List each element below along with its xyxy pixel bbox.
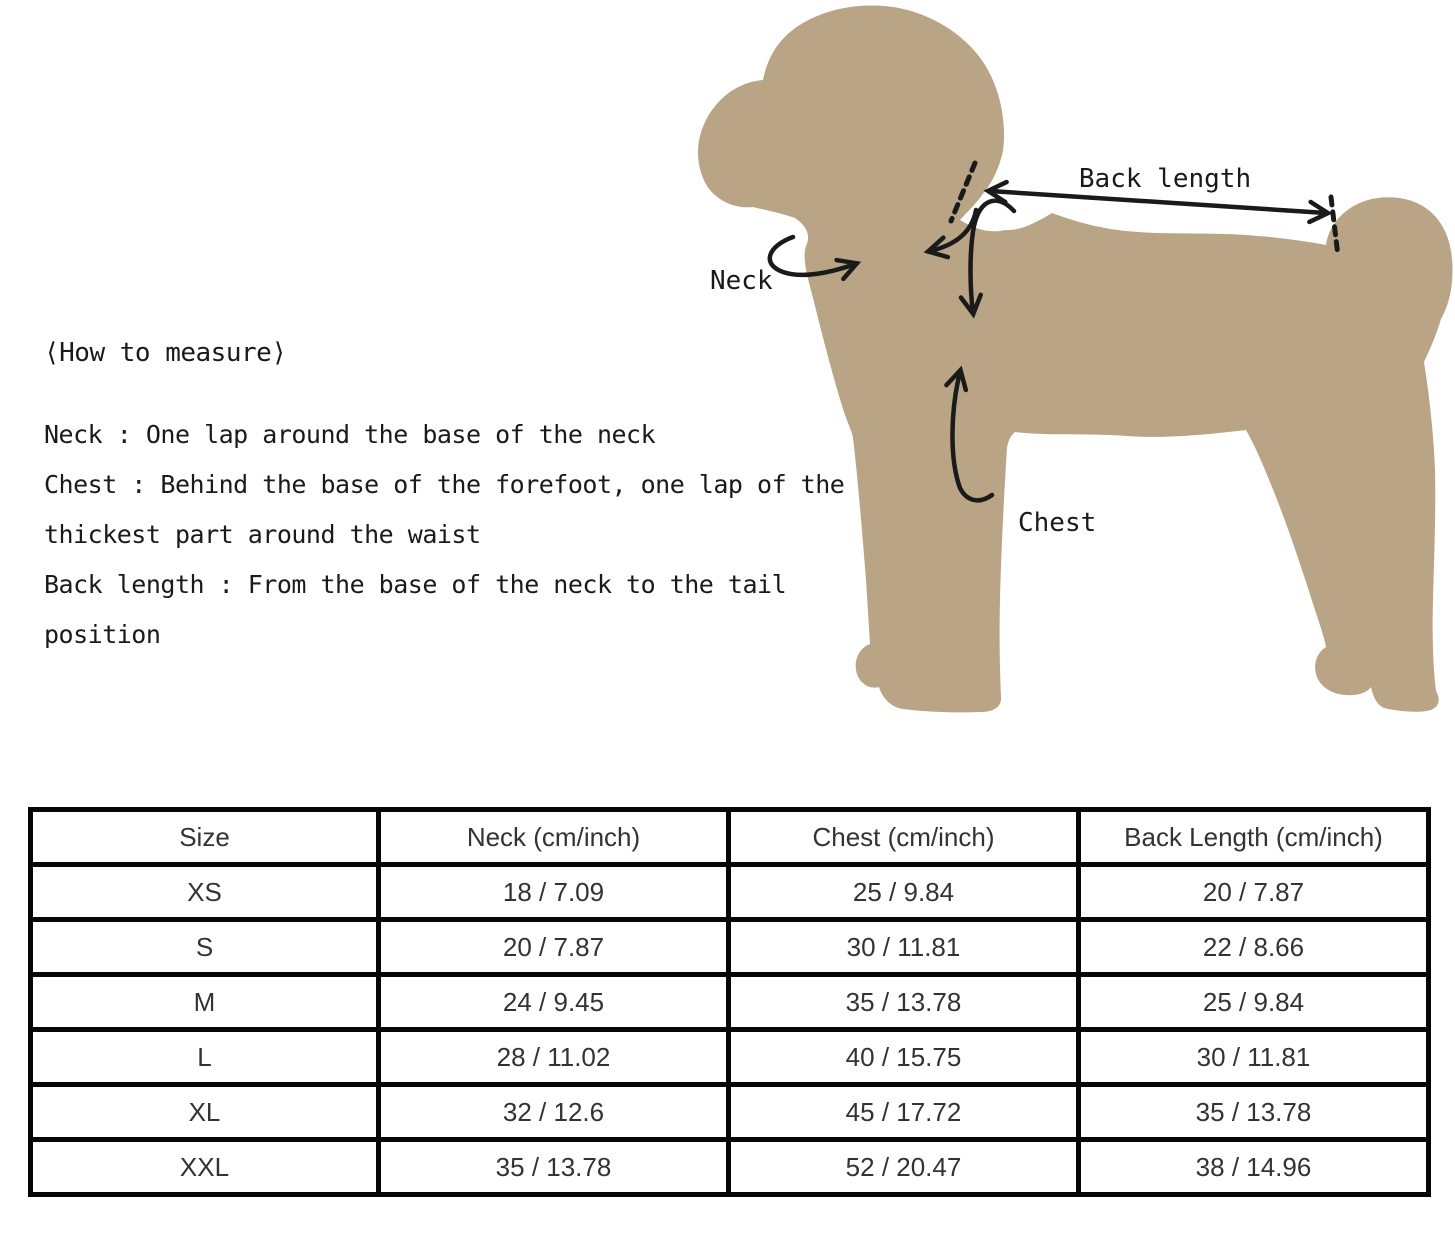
chest-cell: 40 / 15.75	[729, 1030, 1079, 1085]
column-header-back-length: Back Length (cm/inch)	[1079, 810, 1429, 865]
table-row	[31, 1030, 1429, 1085]
neck-cell: 20 / 7.87	[379, 920, 729, 975]
size-table-body	[31, 865, 1429, 1195]
instruction-line: thickest part around the waist	[44, 520, 481, 549]
back-length-cell: 22 / 8.66	[1079, 920, 1429, 975]
size-cell: S	[31, 920, 379, 975]
table-row	[31, 920, 1429, 975]
column-header-neck: Neck (cm/inch)	[379, 810, 729, 865]
back-length-cell: 30 / 11.81	[1079, 1030, 1429, 1085]
column-header-size: Size	[31, 810, 379, 865]
neck-cell: 35 / 13.78	[379, 1140, 729, 1195]
back-length-cell: 20 / 7.87	[1079, 865, 1429, 920]
size-cell: XS	[31, 865, 379, 920]
chest-label: Chest	[1018, 508, 1097, 538]
back-length-cell: 38 / 14.96	[1079, 1140, 1429, 1195]
instruction-line: Neck : One lap around the base of the neck	[44, 420, 656, 449]
table-row	[31, 975, 1429, 1030]
instruction-line: position	[44, 620, 161, 649]
chest-cell: 30 / 11.81	[729, 920, 1079, 975]
chest-cell: 52 / 20.47	[729, 1140, 1079, 1195]
table-row	[31, 865, 1429, 920]
back-length-cell: 35 / 13.78	[1079, 1085, 1429, 1140]
size-cell: XL	[31, 1085, 379, 1140]
how-to-measure-instructions	[44, 410, 844, 660]
size-table-header-row	[31, 810, 1429, 865]
size-cell: XXL	[31, 1140, 379, 1195]
neck-cell: 24 / 9.45	[379, 975, 729, 1030]
neck-cell: 28 / 11.02	[379, 1030, 729, 1085]
chest-cell: 45 / 17.72	[729, 1085, 1079, 1140]
neck-cell: 18 / 7.09	[379, 865, 729, 920]
instruction-line: Chest : Behind the base of the forefoot, one lap of the	[44, 470, 845, 499]
chest-cell: 25 / 9.84	[729, 865, 1079, 920]
instruction-line: Back length : From the base of the neck to the tail	[44, 570, 787, 599]
how-to-measure-title: ⟨How to measure⟩	[44, 338, 287, 368]
neck-cell: 32 / 12.6	[379, 1085, 729, 1140]
size-table	[28, 807, 1431, 1197]
size-cell: M	[31, 975, 379, 1030]
back-length-label: Back length	[1078, 164, 1252, 194]
size-cell: L	[31, 1030, 379, 1085]
neck-label: Neck	[710, 266, 773, 296]
column-header-chest: Chest (cm/inch)	[729, 810, 1079, 865]
back-length-cell: 25 / 9.84	[1079, 975, 1429, 1030]
chest-cell: 35 / 13.78	[729, 975, 1079, 1030]
table-row	[31, 1085, 1429, 1140]
table-row	[31, 1140, 1429, 1195]
back-length-arrow	[990, 191, 1326, 213]
